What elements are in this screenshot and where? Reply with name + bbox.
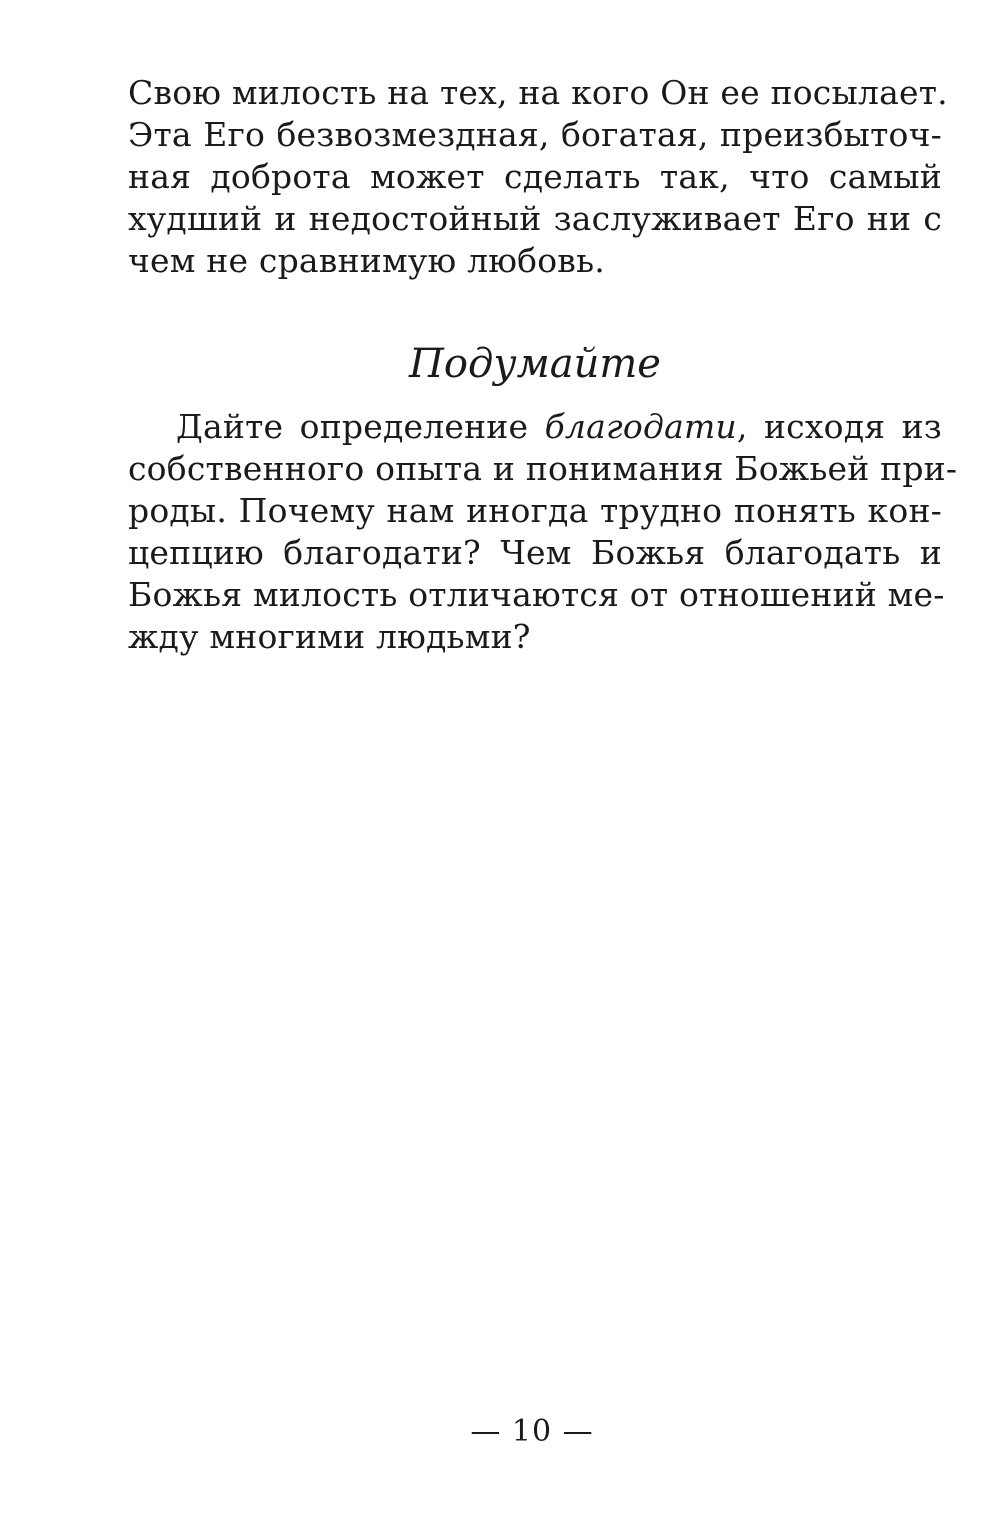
text-fragment: , исходя из	[736, 407, 942, 446]
page-number: — 10 —	[470, 1414, 594, 1449]
emphasized-term: благодати	[544, 407, 737, 446]
section-heading: Подумайте	[409, 341, 661, 387]
section-paragraph	[128, 406, 958, 658]
text-line-first	[128, 406, 942, 448]
text-line: ная доброта может сделать так, что самый	[128, 157, 942, 196]
text-line: Эта Его безвозмездная, богатая, преизбыточ-	[128, 115, 942, 154]
text-line: чем не сравнимую любовь.	[128, 241, 605, 280]
text-line: роды. Почему нам иногда трудно понять кон-	[128, 491, 942, 530]
intro-paragraph	[128, 72, 948, 282]
text-line: худший и недостойный заслуживает Его ни с	[128, 199, 942, 238]
text-line: Свою милость на тех, на кого Он ее посылает.	[128, 73, 948, 112]
text-line: цепцию благодати? Чем Божья благодать и	[128, 533, 942, 572]
text-fragment: Дайте определение	[176, 407, 545, 446]
text-line: собственного опыта и понимания Божьей при-	[128, 449, 958, 488]
text-line: Божья милость отличаются от отношений ме-	[128, 575, 945, 614]
text-line: жду многими людьми?	[128, 617, 531, 656]
